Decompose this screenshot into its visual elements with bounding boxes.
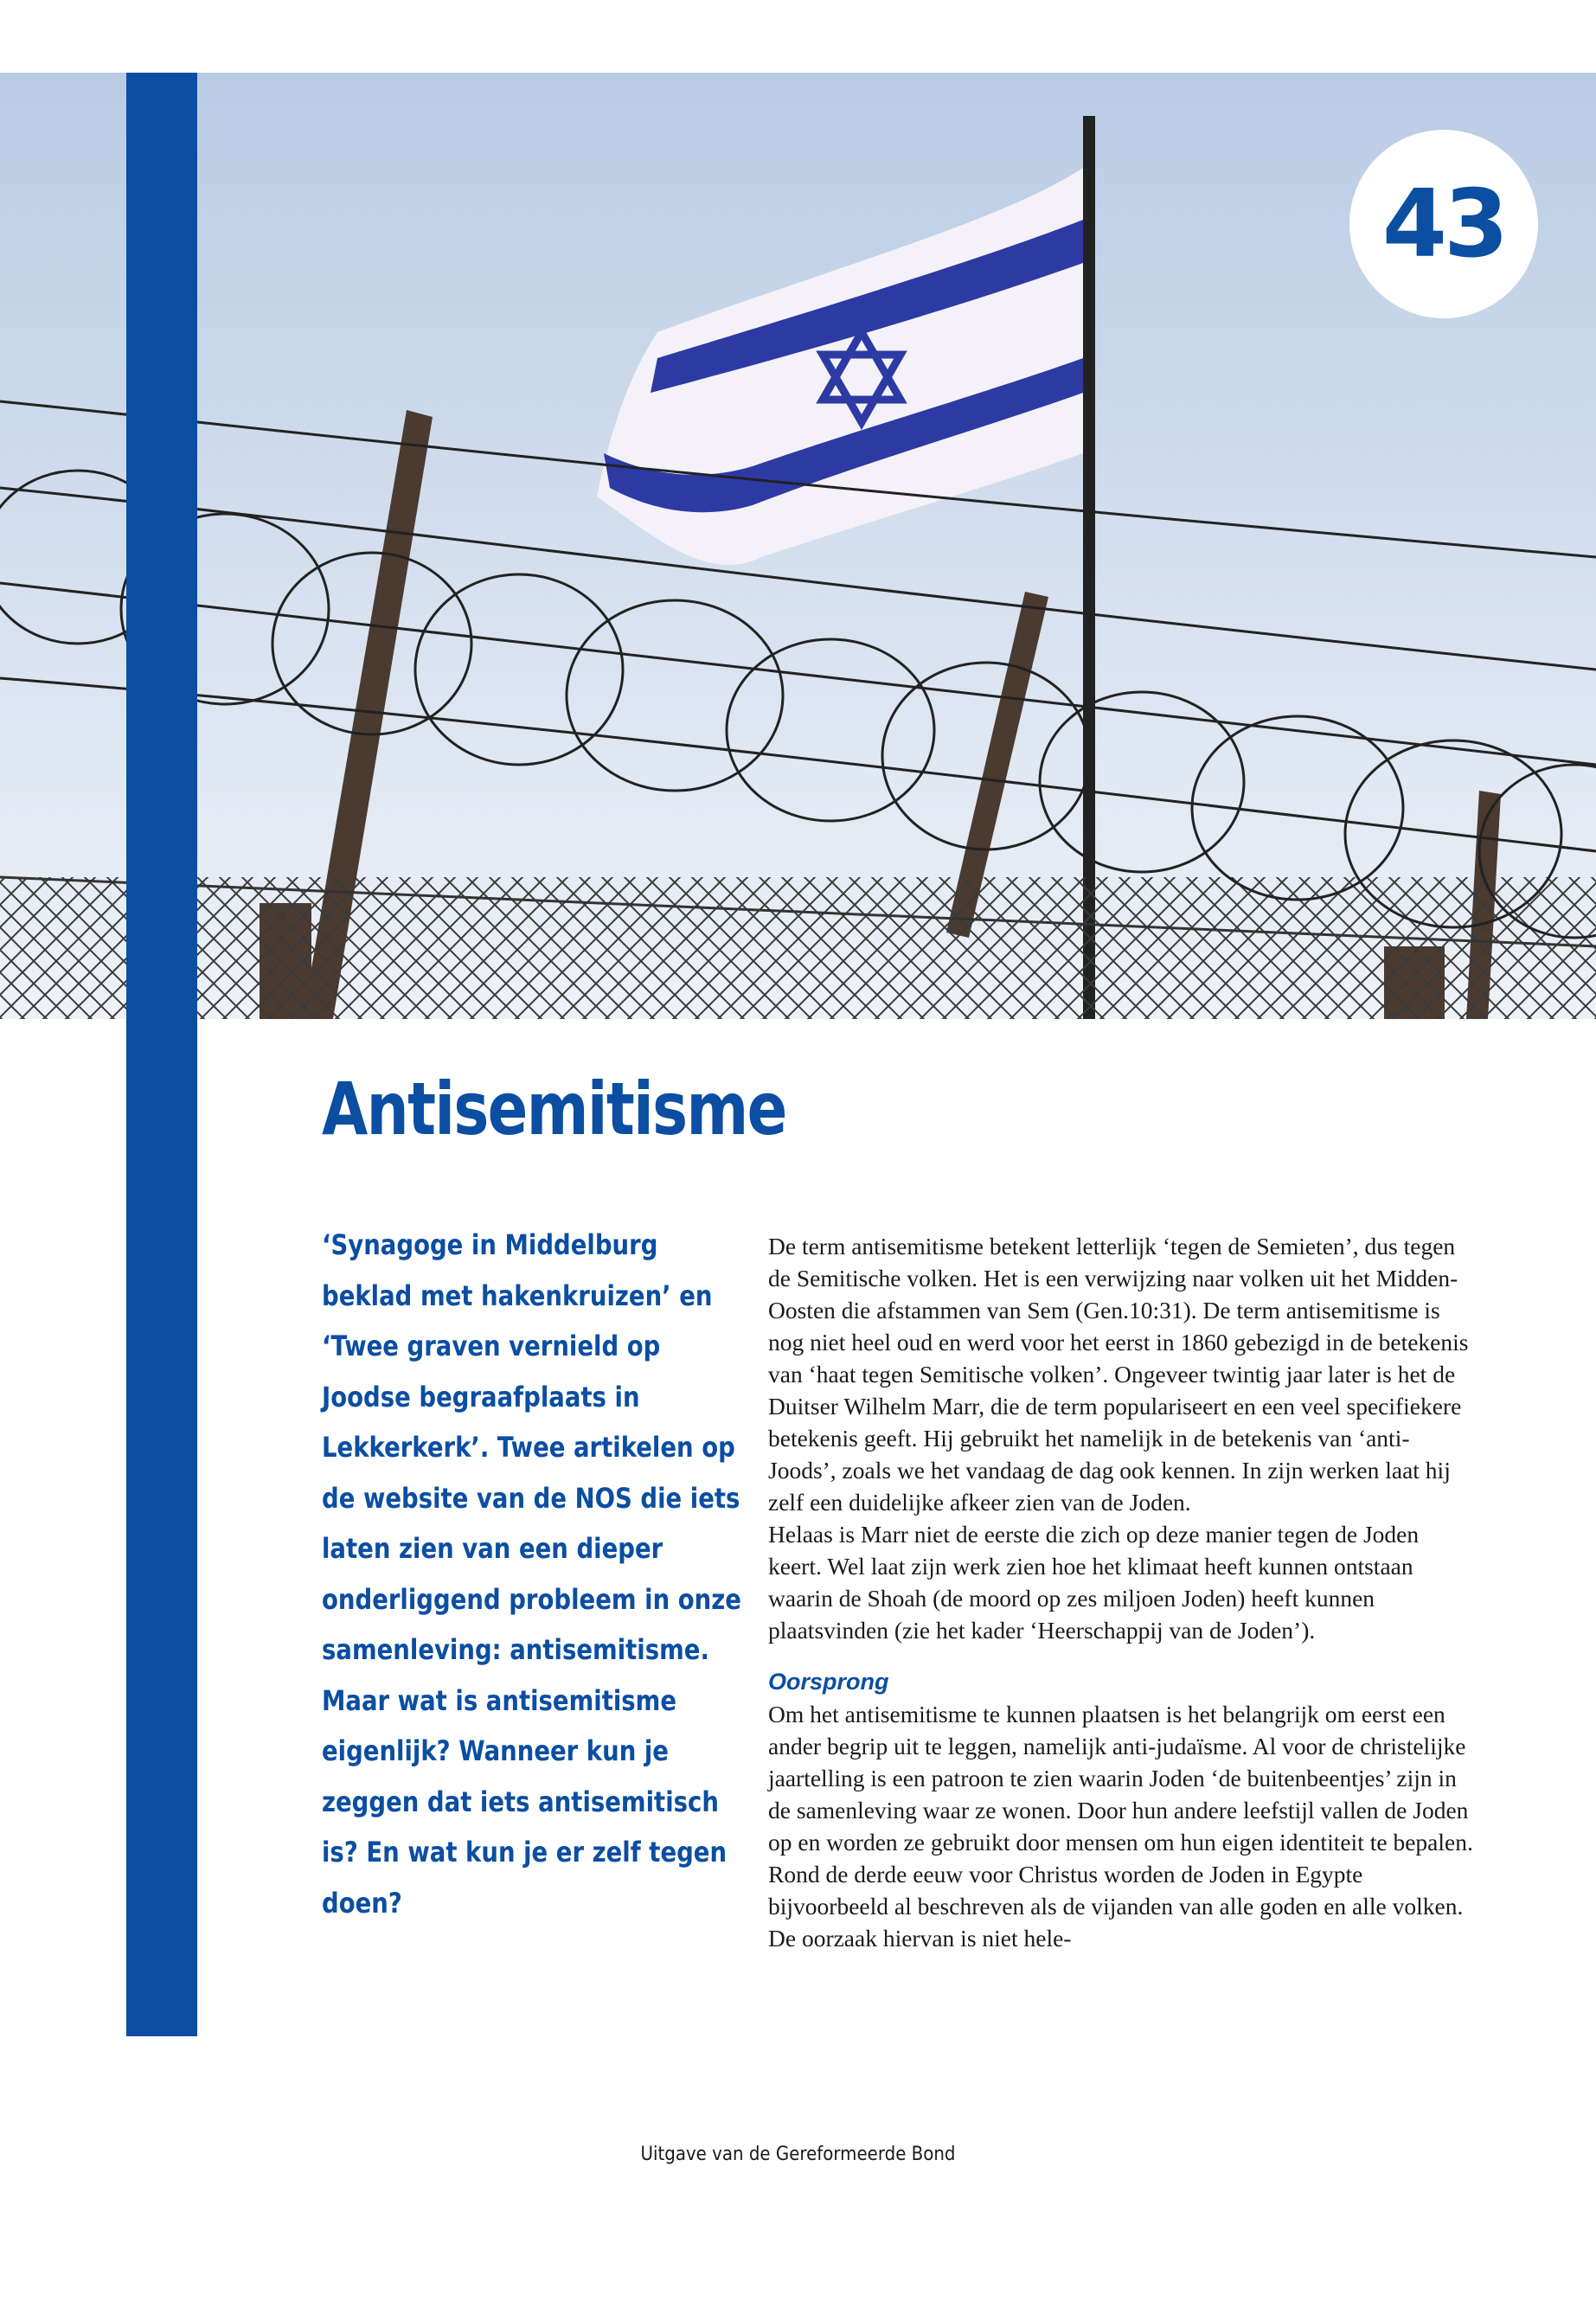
section-heading: Oorsprong xyxy=(768,1669,889,1695)
chain-link-fence xyxy=(0,877,1596,1019)
body-paragraph: Helaas is Marr niet de eerste die zich op deze manier tegen de Joden keert. Wel laat zijn werk zien hoe het klimaat heeft kunnen ontstaan waarin de Shoah (de moord op zes miljoen Joden) heeft kunnen plaatsvinden (zie het kader ‘Heerschappij van de Joden’). xyxy=(768,1521,1420,1644)
article-body xyxy=(768,1230,1477,1954)
body-paragraph: De term antisemitisme betekent letterlijk ‘tegen de Semieten’, dus tegen de Semitische volken. Het is een verwijzing naar volken uit het Midden-Oosten die afstammen van Sem (Gen.10:31). De term antisemitisme is nog niet heel oud en werd voor het eerst in 1860 gebezigd in de betekenis van ‘haat tegen Semitische volken’. Ongeveer twintig jaar later is het de Duitser Wilhelm Marr, die de term populariseert en een veel specifiekere betekenis geeft. Hij gebruikt het namelijk in de betekenis van ‘anti-Joods’, zoals we het vandaag de dag ook kennen. In zijn werken laat hij zelf een duidelijke afkeer zien van de Joden. xyxy=(768,1233,1469,1516)
issue-number-badge: 43 xyxy=(1349,130,1538,318)
accent-bar xyxy=(126,73,197,2036)
body-paragraph: Om het antisemitisme te kunnen plaatsen is het belangrijk om eerst een ander begrip uit te leggen, namelijk anti-judaïsme. Al voor de christelijke jaartelling is een patroon te zien waarin Joden ‘de buitenbeentjes’ zijn in de samenleving waar ze wonen. Door hun andere leefstijl vallen de Joden op en worden ze gebruikt door mensen om hun eigen identiteit te bepalen. Rond de derde eeuw voor Christus worden de Joden in Egypte bijvoorbeeld al beschreven als de vijanden van alle goden en alle volken. De oorzaak hiervan is niet hele- xyxy=(768,1701,1473,1952)
page-footer: Uitgave van de Gereformeerde Bond xyxy=(640,2144,956,2165)
page-title: Antisemitisme xyxy=(322,1067,786,1151)
intro-text: ‘Synagoge in Middelburg beklad met hakenkruizen’ en ‘Twee graven vernield op Joodse begraafplaats in Lekkerkerk’. Twee artikelen op de website van de NOS die iets laten zien van een dieper onderliggend probleem in onze samenleving: antisemitisme. Maar wat is antisemitisme eigenlijk? Wanneer kun je zeggen dat iets antisemitisch is? En wat kun je er zelf tegen doen? xyxy=(322,1228,741,1920)
